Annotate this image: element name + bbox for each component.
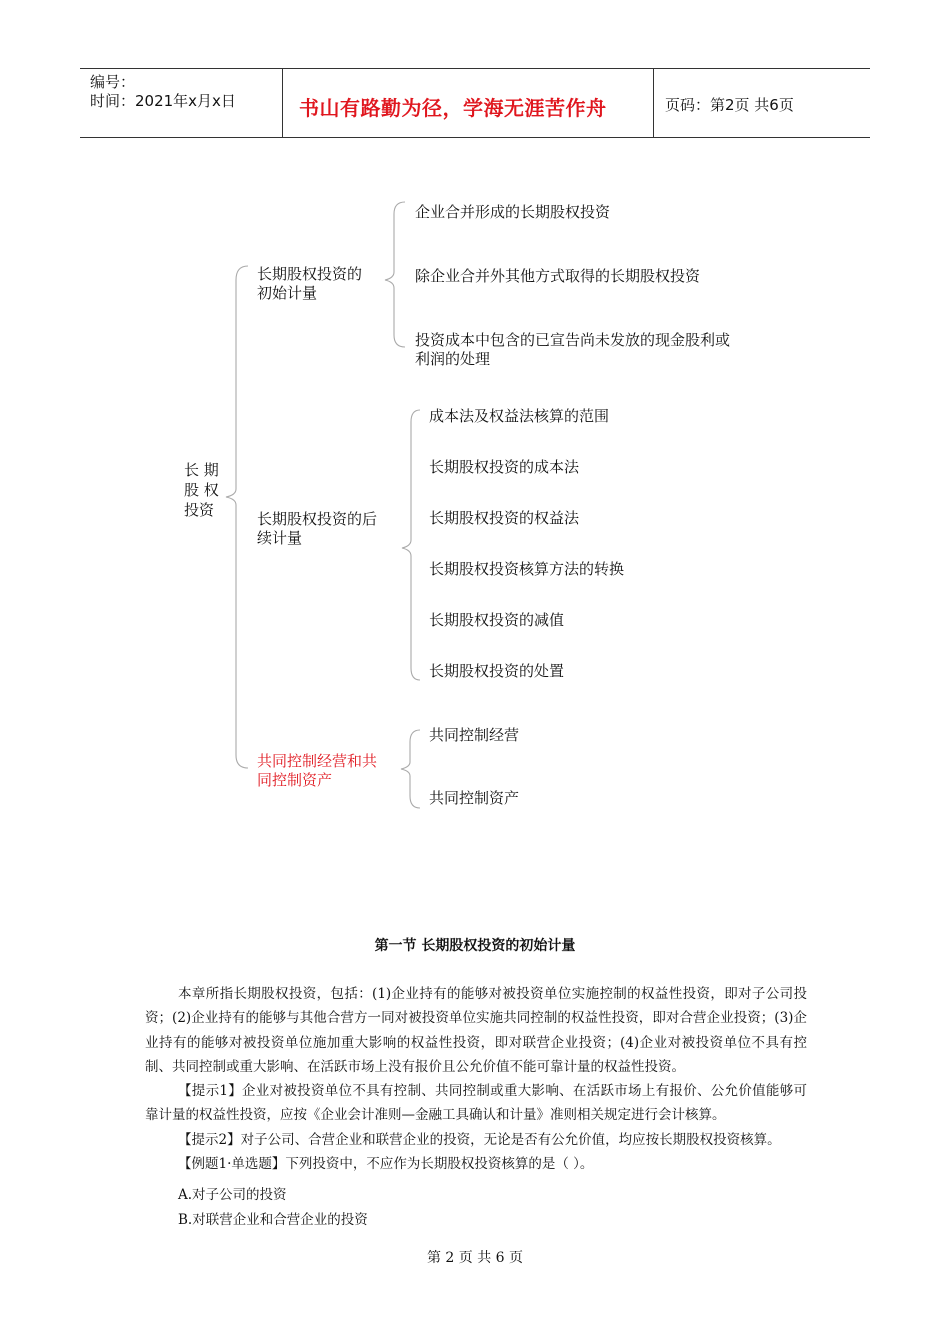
leaf-item: 除企业合并外其他方式取得的长期股权投资 (415, 267, 701, 285)
time-label: 时间：2021年x月x日 (90, 92, 236, 110)
leaf-item-multiline (415, 331, 730, 369)
root-brace (226, 266, 248, 768)
branch-joint-control (257, 752, 377, 790)
root-line: 股 权 (184, 481, 219, 499)
leaf-item: 长期股权投资的减值 (429, 611, 565, 629)
branch-label-line: 同控制资产 (257, 771, 333, 789)
leaf-item: 长期股权投资的权益法 (429, 509, 580, 527)
option-a: A.对子公司的投资 (178, 1187, 287, 1203)
leaf-item: 共同控制经营 (429, 726, 520, 744)
branch-initial-measurement (257, 265, 362, 303)
branch-subsequent-measurement (257, 510, 377, 548)
tip-1: 【提示1】企业对被投资单位不具有控制、共同控制或重大影响、在活跃市场上有报价、公允价值能够可靠计量的权益性投资，应按《企业会计准则—金融工具确认和计量》准则相关规定进行会计核算。 (145, 1083, 807, 1124)
section-title: 第一节 长期股权投资的初始计量 (374, 938, 576, 954)
leaf-line: 利润的处理 (415, 350, 491, 368)
number-label: 编号： (90, 73, 136, 91)
tip-2: 【提示2】对子公司、合营企业和联营企业的投资，无论是否有公允价值，均应按长期股权投资核算。 (178, 1132, 781, 1148)
leaf-line: 投资成本中包含的已宣告尚未发放的现金股利或 (415, 331, 731, 349)
leaf-item: 企业合并形成的长期股权投资 (415, 203, 611, 221)
leaf-item: 共同控制资产 (429, 789, 520, 807)
leaf-item: 长期股权投资的成本法 (429, 458, 580, 476)
root-line: 投资 (184, 501, 215, 519)
branch3-brace (401, 730, 420, 808)
example-question: 【例题1·单选题】下列投资中，不应作为长期股权投资核算的是（ ）。 (178, 1156, 594, 1172)
branch2-brace (402, 410, 420, 680)
leaf-item: 长期股权投资的处置 (429, 662, 565, 680)
branch-label-line: 初始计量 (257, 284, 318, 302)
branch-label-line: 续计量 (257, 529, 303, 547)
leaf-item: 成本法及权益法核算的范围 (429, 407, 610, 425)
mindmap-root (184, 460, 219, 520)
branch1-brace (385, 202, 405, 347)
page-footer: 第 2 页 共 6 页 (426, 1250, 524, 1266)
header-motto: 书山有路勤为径，学海无涯苦作舟 (299, 96, 607, 120)
leaf-item: 长期股权投资核算方法的转换 (429, 560, 625, 578)
branch-label-line: 长期股权投资的 (257, 265, 363, 283)
option-b: B.对联营企业和合营企业的投资 (178, 1212, 368, 1228)
branch-label-line: 共同控制经营和共 (257, 752, 378, 770)
header-page-code: 页码：第2页 共6页 (665, 96, 794, 114)
root-line: 长 期 (184, 461, 219, 479)
intro-paragraph: 本章所指长期股权投资，包括：(1)企业持有的能够对被投资单位实施控制的权益性投资，即对子公司投资；(2)企业持有的能够与其他合营方一同对被投资单位实施共同控制的权益性投资，即对合营企业投资；(3)企业持有的能够对被投资单位施加重大影响的权益性投资，即对联营企业投资；(4)企业对被投资单位不具有控制、共同控制或重大影响、在活跃市场上没有报价且公允价值不能可靠计量的权益性投资。 (145, 986, 807, 1076)
branch-label-line: 长期股权投资的后 (257, 510, 378, 528)
